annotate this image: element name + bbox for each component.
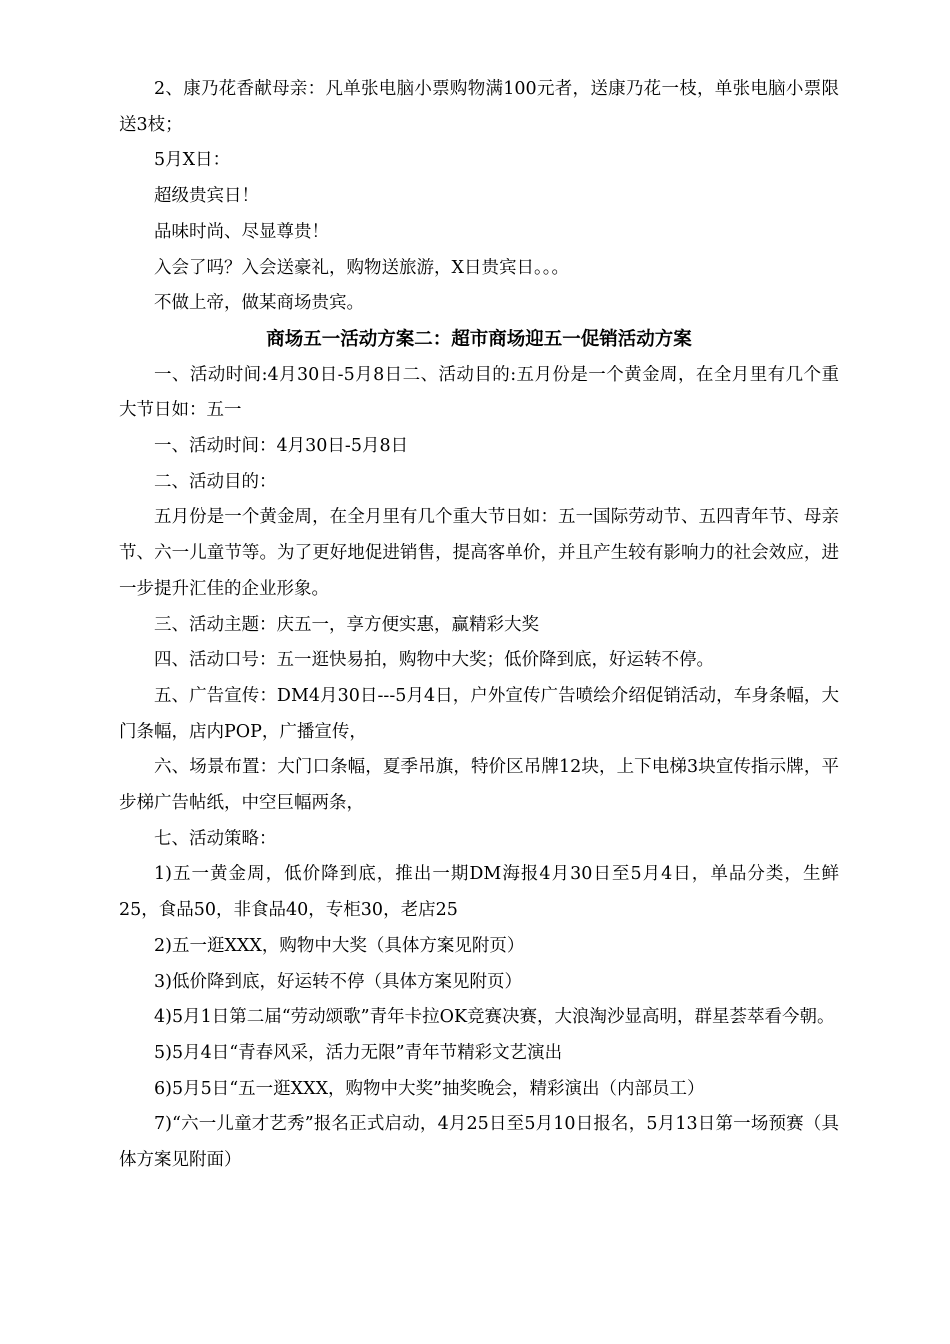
paragraph-strategy-2: 2)五一逛XXX，购物中大奖（具体方案见附页）	[154, 935, 525, 956]
paragraph-strategy-4: 4)5月1日第二届“劳动颂歌”青年卡拉OK竞赛决赛，大浪淘沙显高明，群星荟萃看今朝。	[154, 1007, 835, 1028]
paragraph-membership: 入会了吗？入会送豪礼，购物送旅游，X日贵宾日。。。	[154, 257, 569, 278]
section-title: 商场五一活动方案二：超市商场迎五一促销活动方案	[266, 328, 692, 350]
paragraph-activity-purpose: 五月份是一个黄金周，在全月里有几个重大节日如：五一国际劳动节、五四青年节、母亲节、六一儿童节等。为了更好地促进销售，提高客单价，并且产生较有影响力的社会效应，进一步提升汇佳的企业形象。	[119, 507, 839, 599]
paragraph-may-date: 5月X日：	[154, 150, 231, 171]
document-body	[119, 72, 839, 1179]
paragraph-activity-time: 一、活动时间：4月30日-5月8日	[154, 436, 409, 457]
paragraph-vip-day: 超级贵宾日！	[154, 186, 259, 207]
paragraph-activity-theme: 三、活动主题：庆五一，享方便实惠，赢精彩大奖	[154, 614, 539, 635]
paragraph-carnation-gift: 2、康乃花香献母亲：凡单张电脑小票购物满100元者，送康乃花一枝，单张电脑小票限送3枝；	[119, 79, 839, 135]
paragraph-strategy-1: 1)五一黄金周，低价降到底，推出一期DM海报4月30日至5月4日，单品分类，生鲜25，食品50，非食品40，专柜30，老店25	[119, 864, 839, 921]
paragraph-strategy-heading: 七、活动策略：	[154, 828, 277, 849]
paragraph-strategy-5: 5)5月4日“青春风采，活力无限”青年节精彩文艺演出	[154, 1042, 563, 1063]
paragraph-strategy-7: 7)“六一儿童才艺秀”报名正式启动，4月25日至5月10日报名，5月13日第一场预赛（具体方案见附面）	[119, 1114, 839, 1171]
paragraph-strategy-6: 6)5月5日“五一逛XXX，购物中大奖”抽奖晚会，精彩演出（内部员工）	[154, 1078, 705, 1099]
paragraph-advertising: 五、广告宣传：DM4月30日---5月4日，户外宣传广告喷绘介绍促销活动，车身条幅，大门条幅，店内POP，广播宣传，	[119, 685, 839, 742]
paragraph-taste-fashion: 品味时尚、尽显尊贵！	[154, 221, 329, 242]
paragraph-vip-slogan: 不做上帝，做某商场贵宾。	[154, 293, 364, 314]
paragraph-activity-slogan: 四、活动口号：五一逛快易拍，购物中大奖；低价降到底，好运转不停。	[154, 650, 714, 671]
paragraph-scene-layout: 六、场景布置：大门口条幅，夏季吊旗，特价区吊牌12块，上下电梯3块宣传指示牌，平步梯广告帖纸，中空巨幅两条，	[119, 757, 839, 814]
paragraph-strategy-3: 3)低价降到底，好运转不停（具体方案见附页）	[154, 971, 522, 992]
paragraph-intro: 一、活动时间:4月30日-5月8日二、活动目的:五月份是一个黄金周，在全月里有几个重大节日如：五一	[119, 364, 839, 421]
paragraph-activity-purpose-heading: 二、活动目的：	[154, 471, 277, 492]
